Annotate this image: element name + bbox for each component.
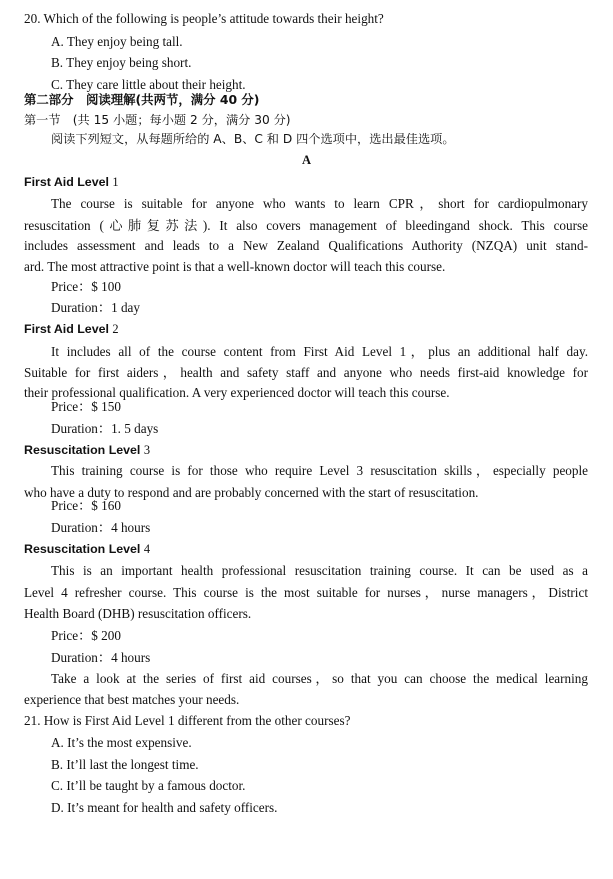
course-1-title	[24, 174, 119, 190]
q20-option-a: A. They enjoy being tall.	[51, 34, 183, 49]
course-1-name: First Aid Level	[24, 175, 109, 189]
course-2-desc-line-3: their professional qualification. A very experienced doctor will teach this course.	[24, 385, 450, 400]
passage-label: A	[302, 153, 312, 167]
course-3-desc-line-2: who have a duty to respond and are probably concerned with the start of resuscitation.	[24, 485, 479, 500]
course-3-name: Resuscitation Level	[24, 443, 141, 457]
section1-title: 第一节 (共 15 小题；每小题 2 分，满分 30 分)	[24, 113, 291, 127]
course-1-price: Price：$ 100	[51, 279, 121, 294]
course-3-duration: Duration：4 hours	[51, 520, 151, 535]
course-4-desc-line-2: Level 4 refresher course. This course is the most suitable for nurses，nurse managers，District	[24, 585, 588, 600]
q20-option-b: B. They enjoy being short.	[51, 55, 192, 70]
q20-stem: 20. Which of the following is people’s attitude towards their height?	[24, 11, 384, 26]
course-1-duration: Duration：1 day	[51, 300, 140, 315]
course-1-desc-line-1: The course is suitable for anyone who wants to learn CPR，short for cardiopulmonary	[51, 196, 588, 211]
part2-title: 第二部分 阅读理解(共两节，满分 40 分)	[24, 92, 260, 107]
course-3-desc-line-1: This training course is for those who require Level 3 resuscitation skills，especially people	[51, 463, 588, 478]
course-2-price: Price：$ 150	[51, 399, 121, 414]
q21-option-d: D. It’s meant for health and safety officers.	[51, 800, 278, 815]
course-1-desc-line-4: ard. The most attractive point is that a well-known doctor will teach this course.	[24, 259, 446, 274]
course-1-level: 1	[112, 175, 119, 189]
course-1-desc-line-3: includes assessment and leads to a New Zealand Qualifications Authority (NZQA) unit stand-	[24, 238, 588, 253]
course-4-price: Price：$ 200	[51, 628, 121, 643]
q21-option-c: C. It’ll be taught by a famous doctor.	[51, 778, 246, 793]
course-4-desc-line-1: This is an important health professional resuscitation training course. It can be used as a	[51, 563, 588, 578]
course-4-title	[24, 541, 150, 557]
course-2-level: 2	[112, 322, 119, 336]
course-2-title	[24, 321, 119, 337]
course-2-duration: Duration：1. 5 days	[51, 421, 159, 436]
course-3-title	[24, 442, 150, 458]
closing-line-2: experience that best matches your needs.	[24, 692, 240, 707]
course-3-level: 3	[143, 443, 151, 457]
q21-option-a: A. It’s the most expensive.	[51, 735, 192, 750]
course-1-desc-line-2: resuscitation (心肺复苏法). It also covers management of bleedingand shock. This course	[24, 218, 588, 233]
course-2-name: First Aid Level	[24, 322, 109, 336]
q21-option-b: B. It’ll last the longest time.	[51, 757, 199, 772]
course-4-level: 4	[143, 542, 151, 556]
course-4-duration: Duration：4 hours	[51, 650, 151, 665]
course-4-name: Resuscitation Level	[24, 542, 141, 556]
course-3-price: Price：$ 160	[51, 498, 121, 513]
course-4-desc-line-3: Health Board (DHB) resuscitation officers.	[24, 606, 252, 621]
q20-option-c: C. They care little about their height.	[51, 77, 246, 92]
instruction: 阅读下列短文，从每题所给的 A、B、C 和 D 四个选项中，选出最佳选项。	[51, 132, 455, 146]
course-2-desc-line-1: It includes all of the course content from First Aid Level 1，plus an additional half day.	[51, 344, 588, 359]
closing-line-1: Take a look at the series of first aid courses，so that you can choose the medical learning	[51, 671, 588, 686]
course-2-desc-line-2: Suitable for first aiders，health and safety staff and anyone who needs first-aid knowledge for	[24, 365, 588, 380]
q21-stem: 21. How is First Aid Level 1 different from the other courses?	[24, 713, 351, 728]
